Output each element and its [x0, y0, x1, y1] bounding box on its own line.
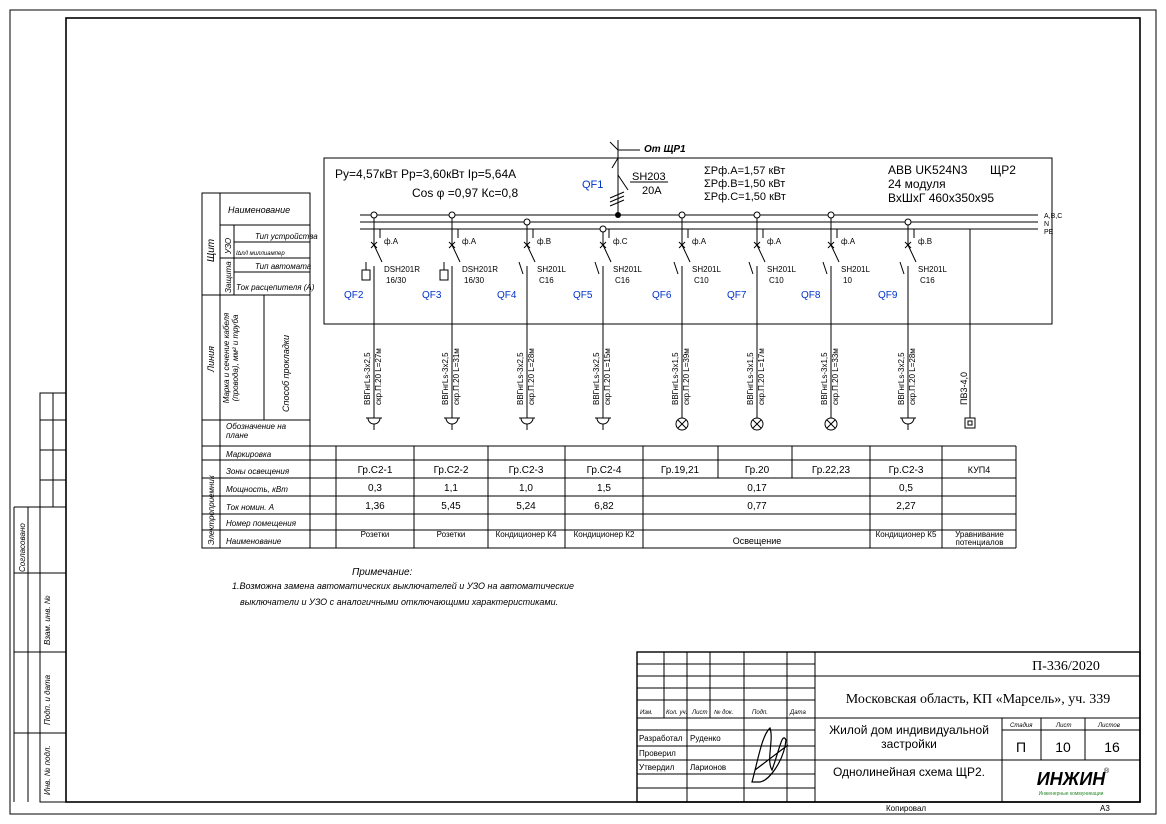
feeder-phase: ф.А — [384, 237, 399, 246]
bus-label-pe: PE — [1044, 229, 1054, 236]
company-logo-sub: Инженерные коммуникации — [1038, 791, 1104, 797]
feeder-cable: ВВГнгLs-3х1,5 — [820, 352, 829, 405]
feeder-group: Гр.19,21 — [660, 465, 700, 476]
feeder-device: SH201L — [613, 265, 642, 274]
room-label: Номер помещения — [226, 519, 296, 528]
feeder-laying: скр.П.20 L=28м — [908, 348, 917, 405]
side-stamp-inv: Инв. № подл. — [43, 745, 52, 795]
feeder-rating: 16/30 — [386, 276, 407, 285]
feeder-cable: ВВГнгLs-3х2,5 — [516, 352, 525, 405]
feeder-group: Гр.С2-3 — [508, 465, 544, 476]
feeder-power: 1,0 — [519, 483, 533, 494]
breaker-type: Тип автомата — [255, 262, 312, 271]
feeder-cable: ВВГнгLs-3х2,5 — [363, 352, 372, 405]
feeder-cable: ВВГнгLs-3х2,5 — [441, 352, 450, 405]
feeder-current: 1,36 — [365, 501, 385, 512]
feeder-qf2 — [337, 212, 420, 548]
panel-modules: 24 модуля — [888, 177, 946, 191]
lighting-current: 0,77 — [747, 501, 767, 512]
pe-group: КУП4 — [967, 465, 991, 475]
feeder-name-box — [413, 531, 489, 548]
bus-label-abc: А,В,С — [1044, 213, 1063, 220]
qf9-current: 2,27 — [896, 501, 916, 512]
feeder-qf3 — [413, 212, 498, 548]
copied-label: Копировал — [886, 804, 927, 813]
feeders-group — [337, 212, 947, 548]
feeder-group: Гр.С2-4 — [586, 465, 622, 476]
line-label: Линия — [206, 346, 216, 372]
feeder-device: DSH201R — [384, 265, 421, 274]
stage-header: Стадия — [1010, 723, 1033, 729]
marking-label: Маркировка — [226, 450, 272, 459]
device-type: Тип устройства — [255, 232, 318, 241]
current-label: Ток номин. А — [226, 503, 275, 512]
feeder-qf6 — [652, 212, 721, 476]
feeder-laying: скр.П.20 L=17м — [757, 348, 766, 405]
feeder-current: 5,45 — [441, 501, 461, 512]
feeder-rating: C16 — [615, 276, 630, 285]
laying-header: Способ прокладки — [281, 334, 291, 412]
qf1-type: SH203 — [632, 171, 666, 183]
source-label: От ЩР1 — [644, 144, 686, 155]
feeder-group: Гр.22,23 — [811, 465, 851, 476]
feeder-laying: скр.П.20 L=28м — [527, 348, 536, 405]
role-check: Проверил — [639, 749, 676, 758]
feeder-rating: C16 — [920, 276, 935, 285]
cable-header: Марка и сечение кабеля (провода), мм² и труба — [222, 312, 240, 404]
pe-name: Уравнивание потенциалов — [955, 531, 1004, 547]
feeder-qf-label: QF6 — [652, 290, 672, 301]
feeder-phase: ф.А — [841, 237, 856, 246]
feeder-qf5 — [566, 226, 642, 548]
side-stamp — [14, 393, 66, 802]
qf9-name: Кондиционер К5 — [875, 531, 937, 539]
feeder-phase: ф.А — [462, 237, 477, 246]
feeder-qf-label: QF5 — [573, 290, 593, 301]
shield-label: Щит — [206, 238, 217, 262]
side-stamp-agreed: Согласовано — [18, 523, 27, 572]
role-dev: Разработал — [639, 734, 683, 743]
object-name: Жилой дом индивидуальной застройки — [829, 723, 989, 751]
feeder-qf-label: QF4 — [497, 290, 517, 301]
feeder-device: SH201L — [537, 265, 566, 274]
socket-symbol — [519, 418, 535, 424]
feeder-power: 0,3 — [368, 483, 382, 494]
feeder-group: Гр.20 — [744, 465, 770, 476]
feeder-power: 1,1 — [444, 483, 458, 494]
side-stamp-replace: Взам. инв. № — [43, 595, 52, 645]
zones-label: Зоны освещения — [226, 467, 290, 476]
cable-header-box — [222, 300, 262, 416]
feeder-cable: ВВГнгLs-3х2,5 — [897, 352, 906, 405]
current-rating: Ток расцепителя (А) — [236, 283, 315, 292]
incoming-feeder — [582, 140, 686, 218]
sheet-title-box — [816, 761, 1002, 801]
feeder-name-box — [488, 531, 564, 548]
feeder-rating: 10 — [843, 276, 852, 285]
feeder-laying: скр.П.20 L=33м — [831, 348, 840, 405]
feeder-group: Гр.С2-3 — [888, 465, 924, 476]
feeder-laying: скр.П.20 L=27м — [374, 348, 383, 405]
role-approve-name: Ларионов — [690, 763, 727, 772]
plan-mark-box — [226, 422, 308, 446]
feeder-phase: ф.В — [537, 237, 552, 246]
phase-sum-c: ΣРф.С=1,50 кВт — [704, 191, 786, 203]
col-kolich: Кол. уч. — [666, 710, 688, 716]
feeder-qf9 — [878, 219, 947, 476]
sheet-value: 10 — [1055, 739, 1071, 755]
feeder-phase: ф.С — [613, 237, 628, 246]
feeder-name: Розетки — [436, 531, 466, 539]
col-doc: № док. — [714, 710, 734, 716]
load-summary-1: Ру=4,57кВт Рр=3,60кВт Iр=5,64А — [335, 167, 517, 181]
busbars — [360, 213, 1062, 236]
feeder-phase: ф.В — [918, 237, 933, 246]
name-label: Наименование — [226, 537, 282, 546]
feeder-device: DSH201R — [462, 265, 499, 274]
lighting-power: 0,17 — [747, 483, 767, 494]
phase-sum-a: ΣРф.А=1,57 кВт — [704, 165, 786, 177]
side-stamp-sign-date: Подп. и дата — [43, 674, 52, 725]
panel-name: ЩР2 — [990, 163, 1016, 177]
feeder-device: SH201L — [841, 265, 870, 274]
feeder-cable: ВВГнгLs-3х1,5 — [671, 352, 680, 405]
socket-symbol — [444, 418, 460, 424]
role-dev-name: Руденко — [690, 734, 721, 743]
feeder-group: Гр.С2-2 — [433, 465, 469, 476]
plan-mark: Обозначение на плане — [226, 422, 287, 440]
feeder-phase: ф.А — [767, 237, 782, 246]
feeder-qf-label: QF9 — [878, 290, 898, 301]
format-label: А3 — [1100, 804, 1110, 813]
notes-line1: 1.Возможна замена автоматических выключателей и УЗО на автоматические — [232, 581, 574, 591]
socket-symbol — [366, 418, 382, 424]
feeder-rating: 16/30 — [464, 276, 485, 285]
feeder-laying: скр.П.20 L=15м — [603, 348, 612, 405]
qf9-power: 0,5 — [899, 483, 913, 494]
col-sign: Подп. — [752, 710, 768, 716]
sheets-value: 16 — [1104, 739, 1120, 755]
protection-label: Защита — [224, 261, 233, 293]
pe-cable: ПВ3-4,0 — [959, 372, 969, 405]
doc-code: П-336/2020 — [1032, 659, 1100, 674]
role-approve: Утвердил — [639, 763, 675, 772]
feeder-qf-label: QF2 — [344, 290, 364, 301]
feeder-rating: C10 — [694, 276, 709, 285]
feeder-rating: C10 — [769, 276, 784, 285]
pe-name-box — [943, 531, 1016, 548]
receiver-label: Электроприемник — [207, 475, 216, 545]
sheets-header: Листов — [1098, 723, 1120, 729]
qf1-rating: 20А — [642, 185, 662, 197]
qf9-name-box — [871, 531, 941, 548]
col-date: Дата — [790, 710, 806, 716]
sheet-header: Лист — [1056, 723, 1072, 729]
feeder-phase: ф.А — [692, 237, 707, 246]
feeder-qf-label: QF7 — [727, 290, 747, 301]
col-izm: Изм. — [640, 710, 653, 716]
idn-label: I∆n/I миллиампер — [236, 251, 285, 257]
object-box — [816, 719, 1002, 759]
feeder-power: 1,5 — [597, 483, 611, 494]
socket-symbol — [595, 418, 611, 424]
stage-value: П — [1015, 739, 1027, 755]
qf1-label: QF1 — [582, 179, 604, 191]
feeder-qf8 — [801, 212, 870, 476]
feeder-group: Гр.С2-1 — [357, 465, 393, 476]
power-label: Мощность, кВт — [226, 485, 288, 494]
company-logo: ИНЖИН — [1036, 769, 1106, 789]
feeder-name-box — [566, 531, 642, 548]
load-summary-2: Cos φ =0,97 Кс=0,8 — [412, 186, 519, 200]
phase-sum-b: ΣРф.В=1,50 кВт — [704, 178, 786, 190]
feeder-name: Розетки — [360, 531, 390, 539]
lighting-name: Освещение — [732, 536, 782, 546]
pe-line — [959, 229, 975, 428]
name-header: Наименование — [228, 205, 291, 215]
feeder-device: SH201L — [767, 265, 796, 274]
feeder-laying: скр.П.20 L=31м — [452, 348, 461, 405]
feeder-cable: ВВГнгLs-3х2,5 — [592, 352, 601, 405]
socket-symbol — [900, 418, 916, 424]
feeder-cable: ВВГнгLs-3х1,5 — [746, 352, 755, 405]
feeder-device: SH201L — [692, 265, 721, 274]
panel-model: ABB UK524N3 — [888, 163, 968, 177]
feeder-rating: C16 — [539, 276, 554, 285]
uzo-label: УЗО — [224, 237, 233, 254]
location: Московская область, КП «Марсель», уч. 339 — [845, 692, 1111, 707]
sheet-title: Однолинейная схема ЩР2. — [832, 765, 985, 779]
feeder-qf4 — [488, 219, 566, 548]
logo-reg: ® — [1104, 768, 1110, 775]
feeder-qf-label: QF3 — [422, 290, 442, 301]
feeder-current: 6,82 — [594, 501, 614, 512]
notes-header: Примечание: — [352, 567, 413, 578]
feeder-name: Кондиционер К2 — [573, 531, 635, 539]
feeder-qf-label: QF8 — [801, 290, 821, 301]
feeder-name-box — [337, 531, 413, 548]
title-block — [637, 652, 1140, 813]
feeder-device: SH201L — [918, 265, 947, 274]
feeder-laying: скр.П.20 L=39м — [682, 348, 691, 405]
notes-line2: выключатели и УЗО с аналогичными отключающими характеристиками. — [240, 597, 559, 607]
bus-label-n: N — [1044, 221, 1050, 228]
feeder-name: Кондиционер К4 — [495, 531, 557, 539]
panel-dimensions: ВхШхГ 460х350х95 — [888, 191, 995, 205]
feeder-current: 5,24 — [516, 501, 536, 512]
feeder-qf7 — [727, 212, 796, 476]
col-list: Лист — [692, 710, 708, 716]
